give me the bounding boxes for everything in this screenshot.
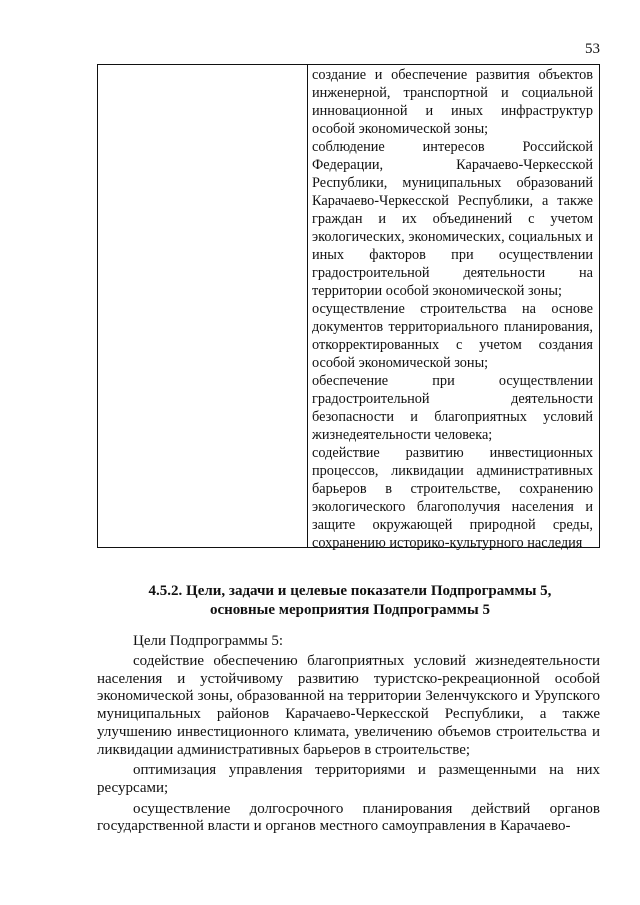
body-paragraph: содействие обеспечению благоприятных условий жизнедеятельности населения и устойчивому развитию туристско-рекреационной особой экономической зоны, образованной на территории Зеленчукского и Урупского муниципальных районов Карачаево-Черкесской Республики, а также улучшению инвестиционного климата, увеличению объемов строительства и ликвидации административных барьеров в строительстве;: [97, 653, 600, 758]
section-heading: [100, 582, 600, 620]
goals-label: Цели Подпрограммы 5:: [133, 633, 284, 649]
table-cell-item: соблюдение интересов Российской Федерации, Карачаево-Черкесской Республики, муниципальных образований Карачаево-Черкесской Республики, а также граждан и их объединений с учетом экологических, экономических, социальных и иных факторов при осуществлении градостроительной деятельности на территории особой экономической зоны;: [312, 139, 593, 299]
table-cell-item: осуществление строительства на основе документов территориального планирования, откорректированных с учетом создания особой экономической зоны;: [312, 301, 593, 371]
body-paragraph: осуществление долгосрочного планирования действий органов государственной власти и органов местного самоуправления в Карачаево-: [97, 800, 600, 835]
table-column-divider: [307, 65, 308, 547]
page-number: 53: [585, 41, 600, 57]
body-paragraph: оптимизация управления территориями и размещенными на них ресурсами;: [97, 762, 600, 796]
table-cell-item: содействие развитию инвестиционных процессов, ликвидации административных барьеров в строительстве, сохранению экологического благополучия населения и защите окружающей природной среды, сохранению историко-культурного наследия: [312, 445, 593, 551]
table-cell-item: обеспечение при осуществлении градостроительной деятельности безопасности и благоприятных условий жизнедеятельности человека;: [312, 373, 593, 443]
section-heading-line: основные мероприятия Подпрограммы 5: [210, 602, 490, 618]
measures-table: [97, 64, 600, 551]
table-cell-item: создание и обеспечение развития объектов инженерной, транспортной и социальной инновационной и иных инфраструктур особой экономической зоны;: [312, 67, 593, 137]
goals-body: [97, 653, 600, 839]
table-right-cell: [312, 66, 593, 552]
section-heading-line: 4.5.2. Цели, задачи и целевые показатели Подпрограммы 5,: [148, 583, 552, 599]
